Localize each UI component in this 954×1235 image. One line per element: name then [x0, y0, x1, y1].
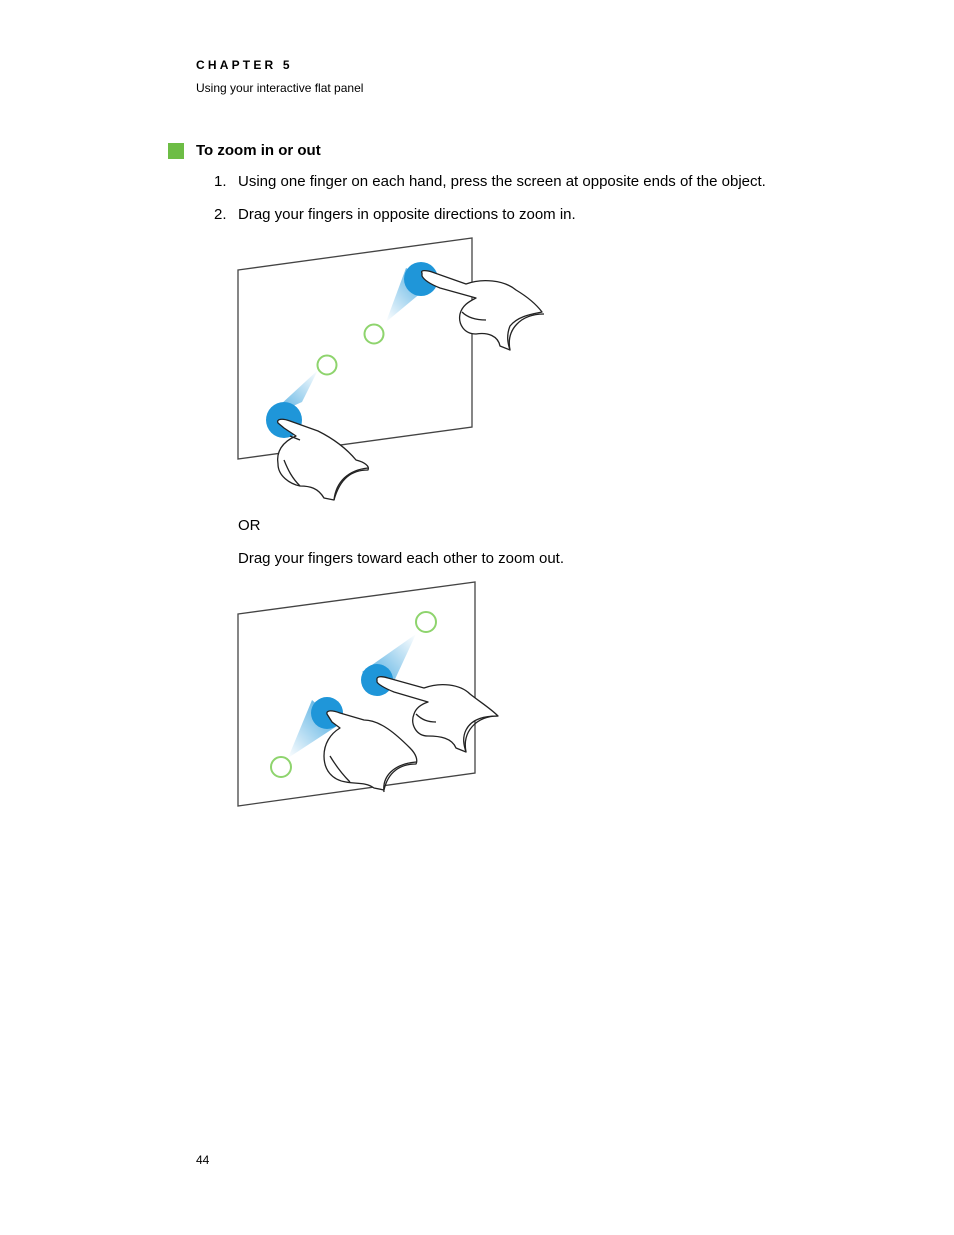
procedure-heading: To zoom in or out — [196, 142, 321, 159]
step-text: Using one finger on each hand, press the screen at opposite ends of the object. — [238, 173, 766, 190]
zoom-out-illustration — [230, 575, 510, 815]
zoom-in-illustration — [230, 230, 560, 510]
procedure-square-icon — [168, 143, 184, 159]
zoom-out-text: Drag your fingers toward each other to zoom out. — [238, 550, 565, 567]
chapter-label: CHAPTER 5 — [196, 58, 293, 72]
step-text: Drag your fingers in opposite directions to zoom in. — [238, 206, 576, 223]
or-label: OR — [238, 517, 261, 534]
chapter-title: Using your interactive flat panel — [196, 81, 364, 95]
step-number: 2. — [214, 206, 227, 223]
step-number: 1. — [214, 173, 227, 190]
page-number: 44 — [196, 1153, 210, 1167]
